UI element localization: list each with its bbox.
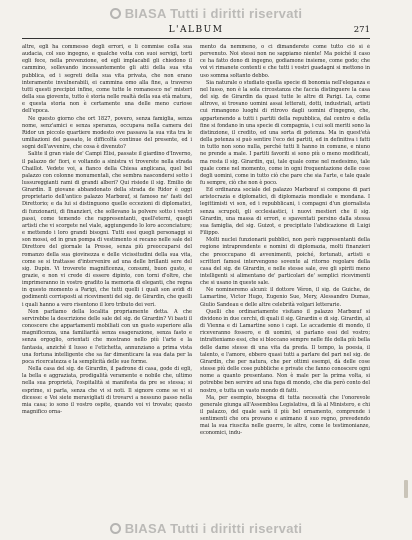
paragraph: Non parliamo della localita propriamente detta. A che servirebbe la descrizione delle sale del sig. de Girardin? Vi basti il conoscere che appartamenti mobiliati con un gusto superiore alla magnificenza, una familiarità senza esagerazione, senza fasto e senza orgoglio, orientati che mostrano nello più l'arte e la fantasia, anziché il lusso e l'etichetta, annunziano a prima vista una fortuna intelligente che sa far dimenticare la sua data per la poca ricercatezza e la semplicità delle sue forme. — [22, 308, 192, 365]
page-number: 271 — [353, 25, 370, 35]
watermark-bottom-text: BIASA Tutti i diritti riservati — [124, 521, 303, 536]
watermark-top — [0, 6, 412, 21]
watermark-top-text: BIASA Tutti i diritti riservati — [124, 6, 303, 21]
paragraph: Ne questo giorno che ort 1827, povero, senza famiglia, senza nome, senz'amici e senza speranza, occupava nella camera dei Ridor un piccolo quartiere modesto ove passava la sua vita tra le umiliazioni del passato, le difficoltà continue del presente, ed i sogni dell'avvenire, che cosa è divenuto? — [22, 115, 192, 151]
page-edge-mark — [404, 480, 408, 498]
right-column — [200, 44, 370, 514]
watermark-logo-icon — [110, 523, 121, 534]
text-columns — [22, 44, 370, 514]
paragraph: altre, egli ha commesso degli errori, e li commise colla sua audacia, col suo ingegno, e qualche volta con suoi servigi, torti egli fece, nella prevenzione, ed egli implacabil gli chiedono il cammino, sollevando incessantemente gli atti della sua vita pubblica, ed i segreti della sua vita privata, che non erano interamente invulnerabili, ei cammina omo alla fine, a traverso tutti questi precipizi infine, come tutte le romanesco ne' misteri della sua gioventu, tutto è storia nelle realtà della sua età matura, e questa storia non è certamente una delle meno curiose dell'epoca. — [22, 44, 192, 115]
paragraph: mento da nemmeno, o ci dimanderete come tutto ciò si è pervenuto. Noi stessi non ne sappiamo niente! Ma poiché il caso ce ha fatto dono di ingegno, godiamone insieme, come godo; che voi vi rimanete contenti e che tutti i vostri guadagni si mettono in uso somma soltanto debbo. — [200, 44, 370, 79]
paragraph: Salite il gran viale de' Campi Elisi, passate il giardino d'Inverno, il palazzo de' fiori, e voltando a sinistra vi troverete nella strada Chaillot. Vedete voi, a fianco della Chiesa anglicana, quel bel palazzo con colonne monumentali, che sembra nascondersi sotto i lussureggianti rami di grandi alberi? Qui risiede il sig. Emilio de Girardin. Il giovane abbandonato della strada de Ridor è oggi proprietario dell'antico palazzo Marbœuf, si famoso ne' fasti del Direttorio; e da lui si distinguono quelle eccezioni di diplomatici, di funzionarii, di finanzieri, che sollevano la polvere sotto i vostri passi, come temendo che rappresentanti, quell'eterni, quegli artisti che vi scorgete nel viale, aggiungendo lo loro acconciature; e mettendo i loro grandi bisogni. Tutti essi quegli personaggi si son mossi, ed in gran pompa di vestimento si recano nelle sale del Direttore del giornale la Presse, senza più preoccuparsi del romanzo della sua giovinezza e delle vicissitudini della sua vita, come se si trattasse d'intervenire ad una delle brillanti sere del sig. Dupin. Vi troverete magnificenza, consumi, buon gusto, e grazie, e non vi crede di essere dipinto, con torni d'oltre, che imprimeranno in vostro gradito la memoria di eleganti, che regna in questo momento a Parigi, che tutti quelli i quali son avidi di godimenti corrisposti ai ricevimenti del sig. de Girardin, che quelli i quali hanno a vero risentono il loro tributo dei veri. — [22, 151, 192, 308]
watermark-bottom — [0, 521, 412, 536]
left-column — [22, 44, 192, 514]
watermark-logo-icon — [110, 8, 121, 19]
paragraph: Ma, per esempio, bisogna di tutta necessità che l'onorevole generale giunga all'Assemblea Legislativa, di là al Ministero, e chi il palazzo, del quale sarà il più bel ornamento, comprende i sentimenti che ora provano e animano il suo regno, prevedendo mai la sua riuscita nelle guerre, le altre, come le testimonianze, economici, indu- — [200, 394, 370, 437]
running-header — [22, 23, 370, 39]
paragraph: Ne nomineremo alcuni: il dottore Véron, il sig. de Guiche, de Lamartine, Victor Hugo, Eugenio Sue, Mery, Alessandro Dumas, Giulio Sandeau e delle altre celebrità volgari letterarie. — [200, 287, 370, 308]
paragraph: Molti nuclei funzionarii pubblici, non però rappresentanti della regione intraprendente e nomini di diplomazia, molti finanzieri che preoccupano di avvenimenti, poiché, fortunati, artisti e scrittori famosi intervengono sovente al ritorno regolare della casa del sig. de Girardin, e nelle stesse sale, ove gli spiriti meno intelligenti si alimentano de' particolari de' semplici ricevimenti che si usano in queste sale. — [200, 237, 370, 287]
paragraph: Ed ordinanza sociale del palazzo Marbœuf si compone di pari aristocrazia e diplomatici, di diplomazia mondiale e mondana. I legittimisti vi son, ed i repubblicani, i compagni d'un giornalista senza scrupoli, gli ecclesiastici, i nuovi mestieri che il sig. Girardin, una massa di errori, e spaventati persino dalla stessa sua famiglia, del sig. Guizot, e precipitato l'abdicazione di Luigi Filippo. — [200, 187, 370, 237]
paragraph: Nella casa del sig. de Girardin, il padrone di casa, gode di egli, la bella e aggraziata, prodigalità veramente e nobile che, ultimo nella sua proprietà, l'ospitalità si manifesta da pre se stessa; si esprime, si parla, senza che vi si noti. Il signore come se vi si dicesse: e Voi siete meravigliati di trovarvi a nessuno passo nella mia casa; io sono il vostro ospite, quando voi vi trovate; questo magnifico orna- — [22, 366, 192, 415]
paragraph: Quelli che ordinariamente visitano il palazzo Marbœuf si dividono in due cerchi, di quali il sig. Girardin e di sig. Girardin, al di Vienna e di Lamartine sono i capi. Le accademie di mondo, il riceveranno fossero, e di uomini, si parlano essi del vostro; intratteniamo essi, che si bloccano sempre nelle file della più bella delle dame stesse di una vita da preda. Il tempo, la poesia, il talento, e l'amore, ebbero quasi tutti a parlare del pari nel sig. de Girardin, che per natura, che per ottimi esempi, dà delle cose stesse più delle cose pubbliche e private che fanno conoscere ogni nome a quanto presentano. Non è male per la prima volta, si potrebbe ben servire ad una fuga di mondo, che dia però conto del nostro, e tutta un vasto mondo di fatti. — [200, 308, 370, 394]
page-title: L'ALBUM — [168, 25, 224, 35]
paragraph: Sia naturale o studiato quella specie di bonomia nell'eleganza e nel lusso, non è la sola circostanza che faccia distinguere la casa del sig. de Girardin da quasi tutte le altre di Parigi. La, come altrove, si trovano uomini assai letterati, dotti, industriali, artisti cui rimangono luoghi di ritrovo dagli uomini d'ingegno, che, appartenendo a tutti i partiti della repubblica, dal centro e della fine si fondano in una specie di compagnia, i cui soli meriti sono la distinzione, il credito, ed una sorta di potenza. Ma in quest'età della potenza si può sentire l'eco dei partiti, ed in definitiva i fatti in tutto non sono nulla, perché tutti li hanno in comune, e niuno ne prende a male. I partiti favoriti si sono più o meno modificati, ma resta il sig. Girardin, qui, tale quale come nel medesimo, tale quale come nel momento, come in ogni frequentazione delle cose degli uomini, come in tutto ciò che pare che sia l'arte, e tale quale fu sempre, ciò che non è poco. — [200, 79, 370, 186]
